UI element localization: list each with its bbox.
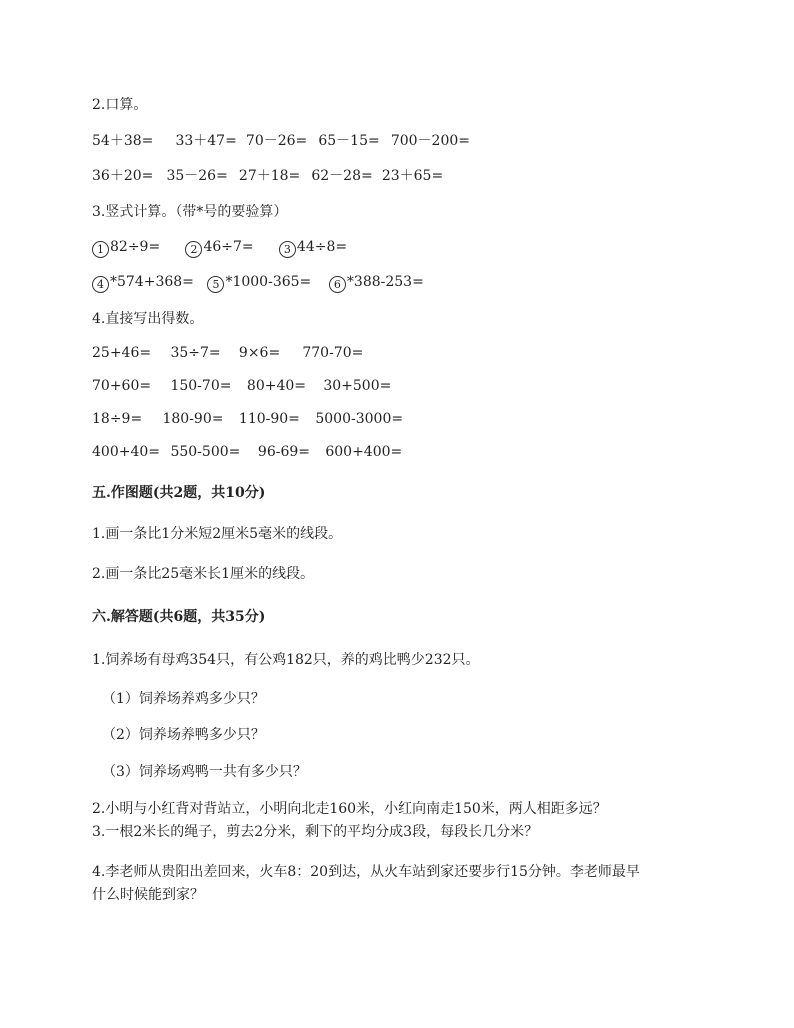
circled-number: 3 [279, 241, 296, 258]
q2-r1-c5: 700－200= [390, 133, 470, 149]
q2-r1-c3: 70－26= [245, 133, 308, 149]
q4-r3-c3: 110-90= [238, 411, 300, 427]
q2-title: 2.口算。 [92, 97, 148, 113]
section6-problem-4-line-2: 什么时候能到家？ [92, 887, 204, 903]
q3-expr: 46÷7= [203, 239, 254, 255]
q2-r1-c4: 65－15= [318, 133, 380, 149]
section6-heading: 六.解答题(共6题，共35分) [92, 609, 266, 625]
q3-item-2 [185, 238, 274, 258]
q4-row-1 [92, 344, 363, 362]
q2-r2-c2: 35－26= [166, 168, 228, 184]
q3-item-4 [92, 273, 203, 293]
section6-p1-sub-2: （2）饲养场养鸭多少只？ [102, 727, 265, 743]
section6-p1-sub-1: （1）饲养场养鸡多少只？ [102, 691, 265, 707]
section6-problem-1: 1.饲养场有母鸡354只，有公鸡182只，养的鸡比鸭少232只。 [92, 652, 480, 668]
q2-r2-c4: 62－28= [311, 168, 373, 184]
q4-row-3 [92, 410, 403, 428]
q4-r2-c2: 150-70= [170, 378, 232, 394]
circled-number: 6 [329, 276, 346, 293]
q2-r1-c2: 33＋47= [175, 133, 237, 149]
q3-expr: *574+368= [110, 274, 194, 290]
q4-r2-c4: 30+500= [323, 378, 392, 394]
q4-r3-c1: 18÷9= [92, 411, 143, 427]
q4-r2-c3: 80+40= [246, 378, 306, 394]
q3-expr: 44÷8= [296, 239, 348, 255]
q4-r4-c3: 96-69= [257, 444, 310, 460]
section5-item-1: 1.画一条比1分米短2厘米5毫米的线段。 [92, 526, 343, 542]
q2-r2-c1: 36＋20= [92, 168, 154, 184]
q4-r4-c1: 400+40= [92, 444, 160, 460]
q3-item-1 [92, 238, 181, 258]
q3-row-1 [92, 238, 347, 258]
section6-p1-sub-3: （3）饲养场鸡鸭一共有多少只？ [102, 764, 307, 780]
q4-r1-c4: 770-70= [302, 345, 364, 361]
q4-r4-c2: 550-500= [170, 444, 241, 460]
q4-r1-c1: 25+46= [92, 345, 152, 361]
section5-heading: 五.作图题(共2题，共10分) [92, 485, 266, 501]
q2-r2-c3: 27＋18= [238, 168, 301, 184]
q4-r3-c2: 180-90= [162, 411, 224, 427]
circled-number: 4 [92, 276, 109, 293]
q3-item-3 [279, 238, 347, 258]
q4-title: 4.直接写出得数。 [92, 311, 204, 327]
q3-item-5 [207, 273, 324, 293]
q3-expr: 82÷9= [110, 239, 161, 255]
q3-expr: *1000-365= [225, 274, 312, 290]
section5-item-2: 2.画一条比25毫米长1厘米的线段。 [92, 566, 315, 582]
section6-problem-3: 3.一根2米长的绳子，剪去2分米，剩下的平均分成3段，每段长几分米？ [92, 824, 539, 840]
q4-r3-c4: 5000-3000= [315, 411, 404, 427]
q2-row-2 [92, 167, 443, 185]
section6-problem-4-line-1: 4.李老师从贵阳出差回来，火车8：20到达，从火车站到家还要步行15分钟。李老师最早 [92, 864, 640, 880]
q3-row-2 [92, 273, 424, 293]
q4-r2-c1: 70+60= [92, 378, 152, 394]
q3-expr: *388-253= [346, 274, 424, 290]
q4-row-4 [92, 443, 402, 461]
q4-r4-c4: 600+400= [325, 444, 403, 460]
q2-r2-c5: 23＋65= [381, 168, 444, 184]
q2-row-1 [92, 132, 470, 150]
circled-number: 5 [207, 276, 224, 293]
circled-number: 2 [185, 241, 202, 258]
circled-number: 1 [92, 241, 109, 258]
q3-item-6 [329, 273, 424, 293]
section6-problem-2: 2.小明与小红背对背站立，小明向北走160米，小红向南走150米，两人相距多远？ [92, 801, 607, 817]
q4-row-2 [92, 377, 391, 395]
q3-title: 3.竖式计算。（带*号的要验算） [92, 204, 288, 220]
q4-r1-c3: 9×6= [238, 345, 281, 361]
q2-r1-c1: 54＋38= [92, 133, 154, 149]
q4-r1-c2: 35÷7= [170, 345, 221, 361]
